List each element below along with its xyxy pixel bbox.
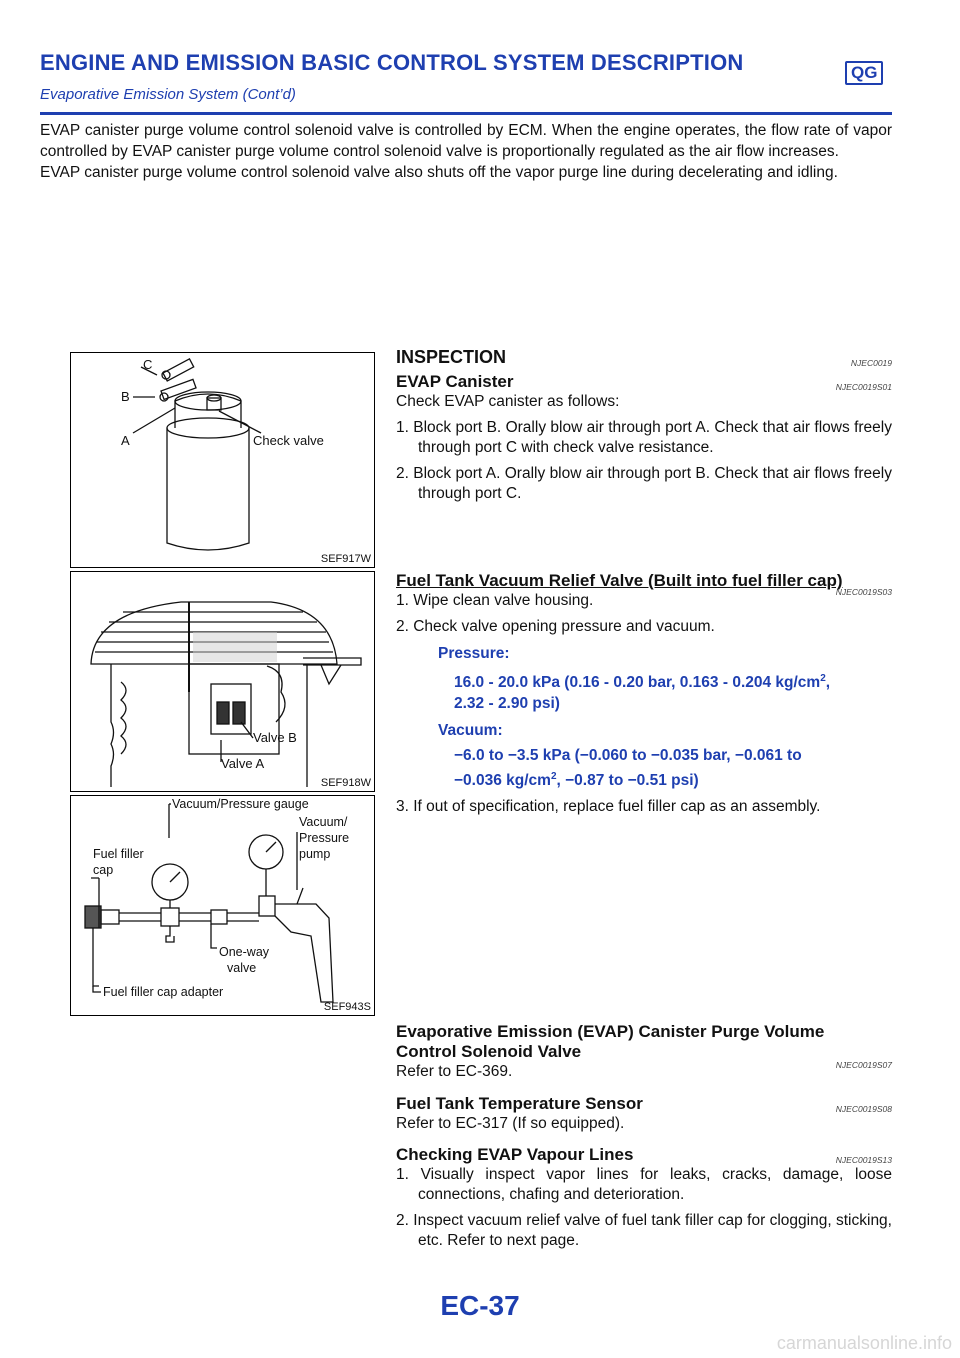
subsection-title-line-2: Control Solenoid Valve	[396, 1042, 582, 1061]
label-oneway-1: One-way	[219, 945, 270, 959]
label-oneway-2: valve	[227, 961, 257, 975]
label-pump-1: Vacuum/	[299, 815, 348, 829]
step-item: 2. Inspect vacuum relief valve of fuel tank filler cap for clogging, sticking, etc. Refer to next page.	[396, 1212, 892, 1249]
pressure-value-end: ,	[825, 674, 831, 692]
vacuum-spec: −6.0 to −3.5 kPa (−0.060 to −0.035 bar, −0.061 to	[454, 747, 802, 765]
page-number: EC-37	[440, 1290, 520, 1321]
paragraph: Refer to EC-317 (If so equipped).	[396, 1115, 625, 1132]
header-rule	[40, 112, 892, 115]
vacuum-value-end: , −0.87 to −0.51 psi)	[556, 772, 699, 790]
superscript: 2	[550, 771, 557, 783]
pressure-spec	[454, 668, 892, 693]
label-valve-a: Valve A	[221, 756, 265, 771]
model-badge: QG	[845, 61, 883, 85]
label-port-b: B	[121, 389, 130, 404]
step-item: 2. Check valve opening pressure and vacuum.	[396, 618, 715, 635]
figure-filler-cap	[70, 571, 375, 792]
canister-illustration	[71, 353, 374, 567]
step-item: 3. If out of specification, replace fuel filler cap as an assembly.	[396, 798, 821, 816]
figure-code: SEF917W	[320, 553, 371, 565]
subsection-ref-code: NJEC0019S13	[835, 1155, 892, 1165]
label-pump-2: Pressure	[299, 831, 350, 845]
subsection-ref-code: NJEC0019S07	[835, 1060, 892, 1070]
pressure-label: Pressure:	[438, 645, 510, 662]
superscript: 2	[820, 673, 826, 684]
pressure-spec-psi: 2.32 - 2.90 psi)	[454, 695, 560, 713]
vapour-lines-section	[396, 1145, 892, 1251]
figure-code: SEF918W	[320, 777, 371, 789]
vacuum-spec-2	[454, 766, 892, 791]
purge-valve-section	[396, 1022, 892, 1082]
label-gauge: Vacuum/Pressure gauge	[172, 797, 309, 811]
intro-paragraph-1: EVAP canister purge volume control solenoid valve is controlled by ECM. When the engine operates, the flow rate of vapor controlled by EVAP canister purge volume control solenoid valve is proportionally regulated as the air flow increases.	[40, 122, 892, 160]
section-title: INSPECTION	[396, 347, 507, 367]
subsection-ref-code: NJEC0019S03	[835, 587, 892, 597]
filler-cap-illustration	[71, 572, 374, 791]
label-filler-cap-1: Fuel filler	[93, 847, 144, 861]
label-pump-3: pump	[299, 847, 331, 861]
subsection-title: Checking EVAP Vapour Lines	[396, 1145, 634, 1164]
figure-code: SEF943S	[323, 1001, 371, 1013]
page-header-title: ENGINE AND EMISSION BASIC CONTROL SYSTEM DESCRIPTION	[40, 50, 744, 75]
subsection-title-line-1: Evaporative Emission (EVAP) Canister Purge Volume	[396, 1022, 825, 1041]
vacuum-label: Vacuum:	[438, 722, 503, 740]
label-port-c: C	[143, 357, 153, 372]
step-item: 2. Block port A. Orally blow air through port B. Check that air flows freely through port C.	[396, 465, 892, 502]
pressure-test-illustration	[71, 796, 374, 1015]
paragraph: Check EVAP canister as follows:	[396, 393, 620, 410]
step-item: 1. Visually inspect vapor lines for leaks, cracks, damage, loose connections, chafing and deterioration.	[396, 1166, 892, 1203]
subsection-ref-code: NJEC0019S01	[835, 382, 892, 392]
section-ref-code: NJEC0019	[850, 358, 892, 368]
subsection-title: Fuel Tank Vacuum Relief Valve (Built into fuel filler cap)	[396, 571, 843, 590]
page-header-subtitle: Evaporative Emission System (Cont’d)	[40, 86, 296, 103]
step-item: 1. Block port B. Orally blow air through port A. Check that air flows freely through port C with check valve resistance.	[396, 419, 892, 456]
watermark: carmanualsonline.info	[776, 1333, 952, 1353]
relief-valve-section	[396, 571, 892, 817]
subsection-ref-code: NJEC0019S08	[835, 1104, 892, 1114]
subsection-title: Fuel Tank Temperature Sensor	[396, 1094, 643, 1113]
pressure-value: 16.0 - 20.0 kPa (0.16 - 0.20 bar, 0.163 - 0.204 kg/cm	[454, 674, 821, 692]
figure-pressure-test	[70, 795, 375, 1016]
paragraph: Refer to EC-369.	[396, 1063, 513, 1080]
subsection-title: EVAP Canister	[396, 372, 514, 391]
vacuum-value: −0.036 kg/cm	[454, 772, 551, 790]
label-port-a: A	[121, 433, 130, 448]
label-check-valve: Check valve	[253, 433, 324, 448]
label-valve-b: Valve B	[253, 730, 297, 745]
evap-canister-section	[396, 372, 892, 504]
figure-evap-canister	[70, 352, 375, 568]
temp-sensor-section	[396, 1094, 892, 1134]
label-cap-adapter: Fuel filler cap adapter	[103, 985, 224, 999]
inspection-heading-block	[396, 347, 892, 368]
intro-text	[40, 120, 892, 183]
intro-paragraph-2: EVAP canister purge volume control solenoid valve also shuts off the vapor purge line during decelerating and idling.	[40, 164, 838, 181]
label-filler-cap-2: cap	[93, 863, 114, 877]
step-item: 1. Wipe clean valve housing.	[396, 592, 594, 609]
